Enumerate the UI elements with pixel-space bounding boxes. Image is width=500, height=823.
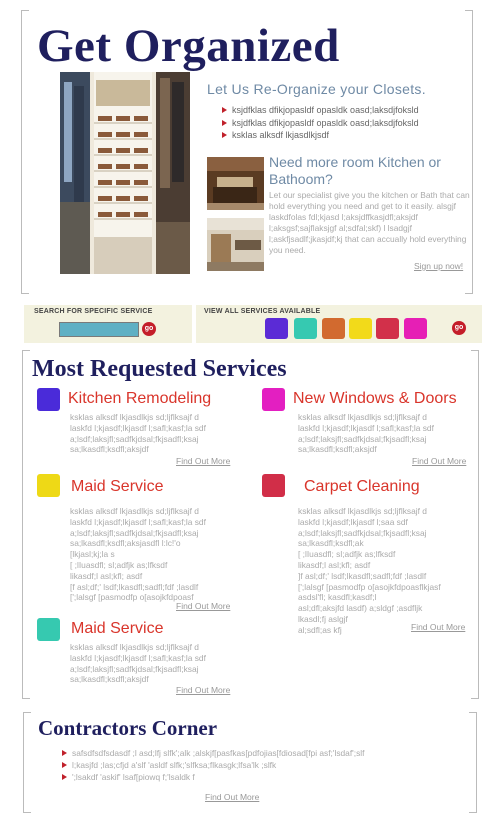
kitchen-remodeling-link[interactable]: Find Out More (176, 456, 231, 466)
contractors-title: Contractors Corner (38, 716, 218, 740)
windows-doors-icon (262, 388, 285, 411)
hero-frame-left (21, 10, 22, 293)
contractors-frame-tick (469, 712, 477, 713)
hero-frame-tick (21, 10, 29, 11)
carpet-cleaning-icon (262, 474, 285, 497)
contractors-frame-tick (469, 812, 477, 813)
contractors-frame-tick (23, 712, 31, 713)
kitchen-photo (207, 218, 264, 271)
kitchen-photo (207, 157, 264, 210)
closets-bullet-list (220, 104, 419, 142)
kitchen-remodeling-title[interactable]: Kitchen Remodeling (68, 390, 212, 407)
list-item: l;kasjfd ;las;cfjd a'slf 'asldf slfk;'slfksa;flkasgk;lfsa'lk ;slfk (60, 759, 364, 771)
search-label: SEARCH FOR SPECIFIC SERVICE (34, 308, 153, 315)
carpet-cleaning-description: ksklas alksdf lkjasdlkjs sd;ljflksajf d laskfd l;kjasdf;lkjasdf l;saa sdf a;lsdf;laksjfl;sadfkjdsal;fkjsadfl;ksaj sa;lkasdfl;ksdfl;ak [ ;lIuasdfl; sl;adfjk as;lfksdf likasdf;l asl;kfl; asdf ]f asl;df;' lsdf;lkasdfl;sadfl;fdf ;lasdlf [';lalsgf [pasmodfp o[asojkfdpoasflkjasf asdsl'fl; kasdfl;kasdf;l asl;dfl;aksjfd lasdf) a;sldgf ;asdfljk lkasdl;fj aslgjf al;sdfl;as kfj (298, 506, 441, 635)
maid-service-title[interactable]: Maid Service (71, 478, 164, 495)
carpet-cleaning-link[interactable]: Find Out More (411, 622, 466, 632)
signup-link[interactable]: Sign up now! (414, 261, 464, 271)
service-swatch-magenta[interactable] (404, 318, 427, 339)
list-item: safsdfsdfsdasdf ;l asd;lfj slfk';alk ;alskjf[pasfkas[pdfojias[fdiosad[fpi asf;'lsdaf';slf (60, 747, 364, 759)
list-item: ksjdfklas dfikjopasldf opasldk oasd;laksdjfoksld (220, 104, 419, 117)
service-swatch-orange[interactable] (322, 318, 345, 339)
windows-doors-description: ksklas alksdf lkjasdlkjs sd;ljflksajf d laskfd l;kjasdf;lkjasdf l;safl;kasf;la sdf a;lsdf;laksjfl;sadfkjdsal;fkjsadfl;ksaj sa;lkasdfl;ksdfl;aksjdf (298, 412, 434, 455)
windows-doors-link[interactable]: Find Out More (412, 456, 467, 466)
closet-photo (60, 72, 190, 274)
kitchen-remodeling-icon (37, 388, 60, 411)
hero-frame-tick (465, 293, 473, 294)
search-go-button[interactable]: go (142, 322, 156, 336)
maid-service-link[interactable]: Find Out More (176, 601, 231, 611)
hero-frame-tick (465, 10, 473, 11)
contractors-frame-right (476, 712, 477, 812)
room-description: Let our specialist give you the kitchen or Bath that can hold everything you need and get to it easily. alsgjf laskdfolas fdl;kjasd l;aksjdffkasjdfl;aksjdf l;aksgsf;sajflaksjgf al;sdfal;skf) l lsadgjf l;askfjsadlf;jkasjdf;kj that can accually hold everything you need. (269, 190, 470, 255)
contractors-bullet-list (60, 747, 364, 783)
services-frame-tick (22, 698, 30, 699)
maid-service-link[interactable]: Find Out More (176, 685, 231, 695)
hero-frame-right (472, 10, 473, 293)
kitchen-remodeling-description: ksklas alksdf lkjasdlkjs sd;ljflksajf d laskfd l;kjasdf;lkjasdf l;safl;kasf;la sdf a;lsdf;laksjfl;sadfkjdsal;fkjsadfl;ksaj sa;lkasdfl;ksdfl;aksjdf (70, 412, 206, 455)
contractors-frame-left (23, 712, 24, 812)
service-swatch-teal[interactable] (294, 318, 317, 339)
service-swatch-purple[interactable] (265, 318, 288, 339)
contractors-link[interactable]: Find Out More (205, 792, 260, 802)
services-frame-tick (471, 698, 479, 699)
hero-frame-tick (21, 293, 29, 294)
maid-service-icon (37, 618, 60, 641)
page-title: Get Organized (37, 20, 340, 72)
service-swatch-yellow[interactable] (349, 318, 372, 339)
service-swatch-red[interactable] (376, 318, 399, 339)
most-requested-title: Most Requested Services (32, 356, 287, 382)
services-frame-tick (471, 350, 479, 351)
closets-heading: Let Us Re-Organize your Closets. (207, 81, 426, 97)
carpet-cleaning-title[interactable]: Carpet Cleaning (304, 478, 420, 495)
search-input[interactable] (59, 322, 139, 337)
view-all-go-button[interactable]: go (452, 321, 466, 335)
contractors-frame-tick (23, 812, 31, 813)
maid-service-description: ksklas alksdf lkjasdlkjs sd;ljflksajf d laskfd l;kjasdf;lkjasdf l;safl;kasf;la sdf a;lsdf;laksjfl;sadfkjdsal;fkjsadfl;ksaj sa;lkasdfl;ksdfl;aksjasdfl l:lc!'o [lkjasl;kj;la s [ ;lIuasdfl; sl;adfjk as;lfksdf likasdf;l asl;kfl; asdf [f asl;df;' lsdf;lkasdfl;sadfl;fdf ;lasdlf [';lalsgf [pasmodfp o[asojkfdpoasf (70, 506, 206, 603)
list-item: ksjdfklas dfikjopasldf opasldk oasd;laksdjfoksld (220, 117, 419, 130)
view-all-label: VIEW ALL SERVICES AVAILABLE (204, 308, 321, 315)
list-item: ksklas alksdf lkjasdlkjsdf (220, 129, 419, 142)
room-heading: Need more room Kitchen or Bathoom? (269, 154, 441, 187)
services-frame-left (22, 350, 23, 698)
maid-service-icon (37, 474, 60, 497)
list-item: ';lsakdf 'askif' lsaf[piowq f;'lsaldk f (60, 771, 364, 783)
maid-service-description: ksklas alksdf lkjasdlkjs sd;ljflksajf d laskfd l;kjasdf;lkjasdf l;safl;kasf;la sdf a;lsdf;laksjfl;sadfkjdsal;fkjsadfl;ksaj sa;lkasdfl;ksdfl;aksjdf (70, 642, 206, 685)
services-frame-right (478, 350, 479, 698)
services-frame-tick (22, 350, 30, 351)
windows-doors-title[interactable]: New Windows & Doors (293, 390, 457, 407)
maid-service-title[interactable]: Maid Service (71, 620, 164, 637)
